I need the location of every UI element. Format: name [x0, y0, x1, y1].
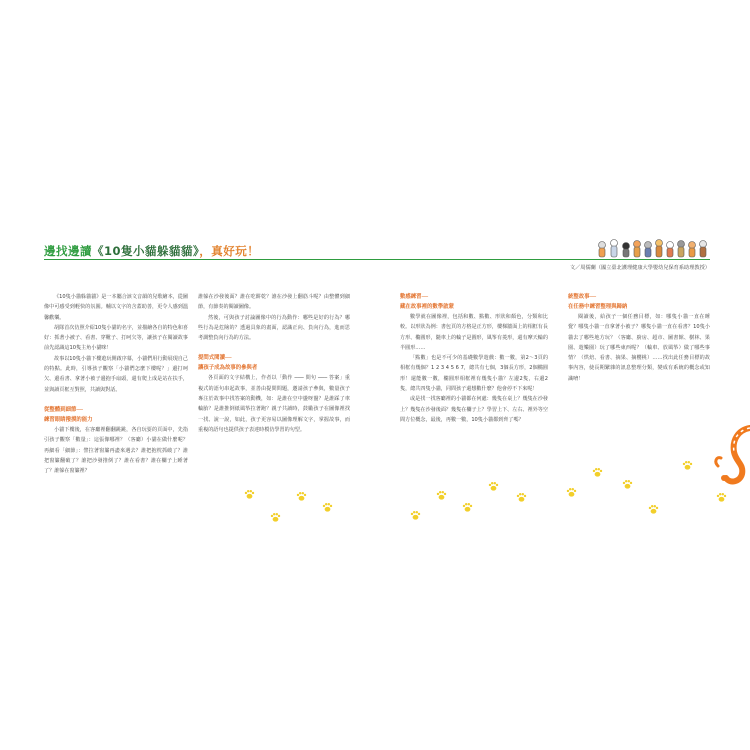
- title-part-1: 邊找邊讀: [44, 244, 92, 258]
- section-subheading: 在任務中練習整理與歸納: [568, 304, 628, 310]
- paragraph: 各頁面的文字結構上，作者以「動作 ─── 問句 ─── 答案」重複式的語句串起故事，並善由提問問題，邀請孩子參與，數量孩子專注於故事中找答案的動機，如：是誰在空中盪呀盪？是誰踩了車輪胎？是誰推倒紙風筝拉著跑？親子共讀時，鼓勵孩子在圖像裡找一找、說一說，如此，孩子更容易以圖像理解文字，掌握故事，而重複的語句也提供孩子表達時模仿學習的句型。: [198, 375, 350, 433]
- section-heading: 提問式閱讀──: [198, 355, 232, 362]
- section-heading: 數感練習──: [400, 294, 429, 300]
- paw-print-icon: [462, 502, 473, 513]
- paw-print-icon: [566, 487, 577, 498]
- paw-print-icon: [622, 479, 633, 490]
- article-title: [44, 243, 259, 259]
- paragraph: 故事以10隻小貓下樓遊玩開啟序幕，小貓們用行動展現自己的特點。此時，引導孩子觀察「小貓們怎麼下樓呢？」邊打呵欠、邊看書、拿著小被子邊抱手扇頭，還有爬上成是站在扶手，並與讀頁框互對照，共讀與對話。: [44, 355, 188, 393]
- paragraph: 誰躲在沙發後面？誰在吃餅乾？誰在沙發上翻筋斗呢？由整體到細節，有節奏的閱讀圖像。: [198, 294, 350, 311]
- paw-print-icon: [682, 460, 693, 471]
- paw-print-icon: [488, 481, 499, 492]
- section-heading: 從整體到細節──: [44, 406, 83, 413]
- paragraph: 數學就在圖像裡，包括和數、點數、形狀和顏色，分類和比較。以形狀為例：書包頁的方格是正方形，樓梯牆面上的相框有長方形、橢圓形，隨車上的輪子是圓形，風筝有菱形，還有摩天輪的半圓形……: [400, 314, 548, 351]
- section-subheading: 藏在故事裡的數學啟蒙: [400, 304, 454, 310]
- paw-print-icon: [244, 489, 255, 500]
- text-column-3: [400, 292, 548, 425]
- text-column-4: [568, 292, 710, 384]
- text-column-1: [44, 292, 188, 476]
- section-subheading: 練習眼睛撥摸的能力: [44, 416, 93, 423]
- title-book-name: 《10隻小貓躲貓貓》: [92, 244, 200, 258]
- paw-print-icon: [270, 512, 281, 523]
- paragraph: 「點數」也是不可少的基礎數學遊戲：數一數，第2～3頁的相框有幾個？1 2 3 4 5 6 7，總共有七個，3個長方形，2個橢圓形！還能數一數，橢圓形相框裡有幾隻小貓？左邊2隻，右邊2隻，總共四隻小貓，同問孩子還想數什麼？他會停不下來呢！: [400, 355, 548, 393]
- header-divider: [44, 259, 710, 260]
- paragraph: 小貓下樓後，在客廳裡翻翻跳跳，各自玩耍的頁面中，先指引孩子觀察「數量」：這張像哪裡？（客廳）小貓在做什麼呢？再細看「細節」：譬拉著窗簾再盡來遇去？誰把抱枕抓破了？誰把窗簾翻破了？誰把沙發推倒了？誰在看書？誰在欄子上睡著了？誰躲在窗簾裡？: [44, 426, 188, 475]
- paw-print-icon: [516, 492, 527, 503]
- paw-print-icon: [296, 491, 307, 502]
- section-heading: 統整故事──: [568, 294, 597, 300]
- paragraph: 或是找一找客廳裡的小貓都在何處：幾隻在桌上？幾隻在沙發上？幾隻在沙發後面？幾隻在欄子上？學習上下、左右、裡外等空間方位概念，最後，再數一數，10隻小貓都到齊了嗎？: [400, 396, 548, 423]
- section-subheading: 讓孩子成為故事的參與者: [198, 365, 258, 372]
- paragraph: 《10隻小貓躲貓貓》是一本屬合該文音韻的兒歌繪本，從圖像中可感受到輕快的氛圍。輔以文字的含蓋助善，更令人感到溫馨歡樂。: [44, 294, 188, 321]
- paw-print-icon: [592, 467, 603, 478]
- orange-cat-icon: [712, 418, 750, 498]
- title-part-3: ，真好玩！: [199, 244, 260, 258]
- text-column-2: [198, 292, 350, 435]
- paragraph: 胡隊首次仿照介紹10隻小貓的名字，並描繪各自的特色和喜好：抓著小被子、看書、穿靴子、打呵欠等，讓孩子在閱讀故事前先認識這10隻主角小貓咪！: [44, 324, 188, 352]
- ten-cats-illustration-icon: [596, 238, 710, 258]
- paragraph: 然後，可與孩子討論圖像中的行為動作：哪些是好的行為？哪些行為是危險的？透過具象的畫面，認識正向、負向行為，進而思考調整負向行為的方法。: [198, 314, 350, 342]
- paragraph: 閱讀後，給孩子一個任務目標，如：哪隻小貓一直在睡覺？哪隻小貓一直拿著小被子？哪隻小貓一直在看書？10隻小貓去了哪些地方玩？（客廳、廚房、超市、圖書館、樹林、果園、遊樂園）玩了哪些東西呢？（輪車、放風筝）做了哪些事情？（烘焙、看書、摘果、摘櫻桃）……找出此任務目標的故事內容，使長期繁雜的訊息整理分類，變成有系統的概念或知識唷！: [568, 314, 710, 382]
- author-byline: 文／周儒蘭（國立臺北護理健康大學嬰幼兒保育系助理教授）: [569, 265, 710, 271]
- paw-print-icon: [436, 490, 447, 501]
- paw-print-icon: [322, 502, 333, 513]
- paw-print-icon: [648, 504, 659, 515]
- paw-print-icon: [410, 510, 421, 521]
